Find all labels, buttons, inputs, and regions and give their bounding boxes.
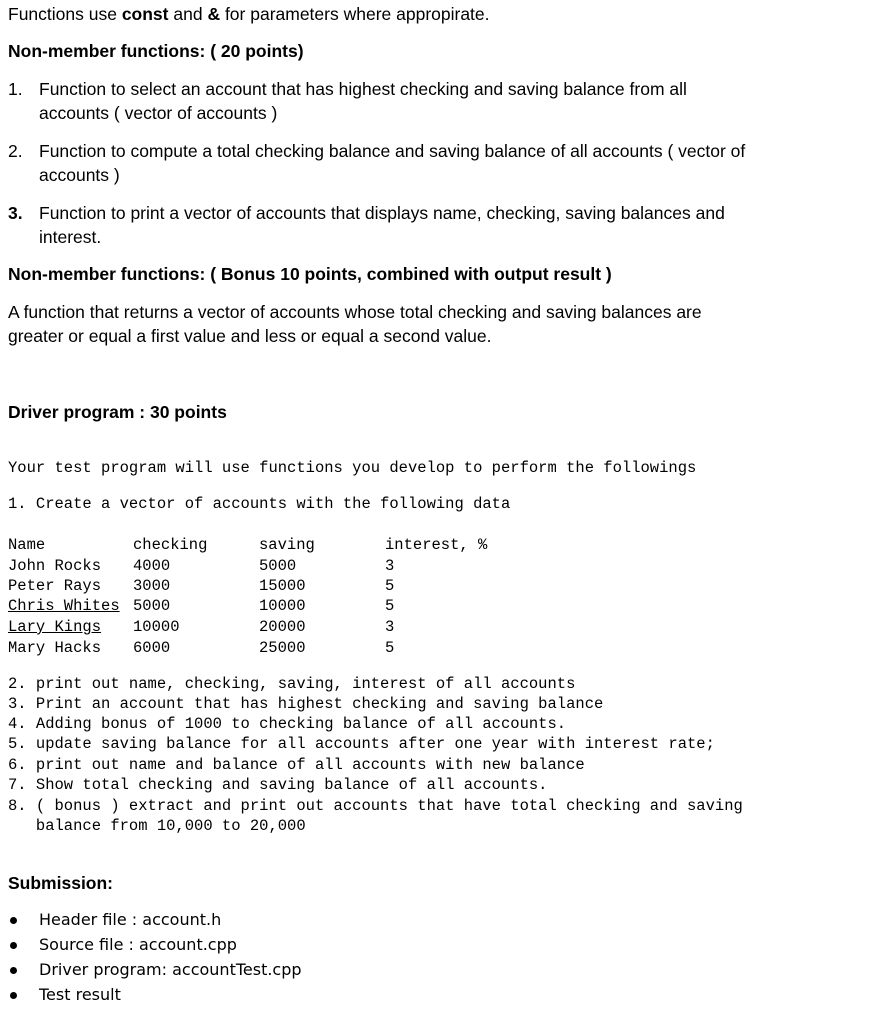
row-saving: 20000 [259, 618, 306, 636]
bonus-text-line2: greater or equal a first value and less or equal a second value. [8, 326, 492, 346]
driver-heading: Driver program : 30 points [8, 402, 227, 422]
driver-intro: Your test program will use functions you develop to perform the followings [8, 459, 697, 477]
item-number: 3. [8, 203, 23, 223]
bullet-icon [10, 967, 17, 974]
intro-text-1: Functions use [8, 4, 122, 24]
row-checking: 10000 [133, 618, 180, 636]
bullet-icon [10, 942, 17, 949]
col-header-checking: checking [133, 536, 208, 554]
driver-step: 6. print out name and balance of all accounts with new balance [8, 756, 585, 774]
row-saving: 25000 [259, 639, 306, 657]
item-number: 1. [8, 79, 23, 99]
row-saving: 15000 [259, 577, 306, 595]
row-interest: 5 [385, 639, 395, 657]
bonus-text-line1: A function that returns a vector of accounts whose total checking and saving balances are [8, 302, 702, 322]
row-name: Lary Kings [8, 618, 102, 636]
row-name: Chris Whites [8, 597, 120, 615]
col-header-name: Name [8, 536, 46, 554]
bonus-heading: Non-member functions: ( Bonus 10 points, combined with output result ) [8, 264, 612, 284]
item-text-line2: interest. [39, 227, 102, 247]
intro-text-3: for parameters where appropirate. [220, 4, 490, 24]
driver-step: 8. ( bonus ) extract and print out accounts that have total checking and saving [8, 797, 743, 815]
row-saving: 10000 [259, 597, 306, 615]
row-checking: 6000 [133, 639, 171, 657]
row-checking: 4000 [133, 557, 171, 575]
submission-item: Driver program: accountTest.cpp [39, 960, 302, 979]
row-name: Mary Hacks [8, 639, 102, 657]
row-checking: 5000 [133, 597, 171, 615]
row-name: Peter Rays [8, 577, 102, 595]
bullet-icon [10, 917, 17, 924]
row-interest: 5 [385, 597, 395, 615]
col-header-saving: saving [259, 536, 315, 554]
submission-item: Test result [39, 985, 121, 1004]
submission-heading: Submission: [8, 873, 114, 893]
row-interest: 5 [385, 577, 395, 595]
row-name: John Rocks [8, 557, 102, 575]
intro-line [8, 2, 490, 26]
nonmember-heading: Non-member functions: ( 20 points) [8, 41, 304, 61]
driver-step: 4. Adding bonus of 1000 to checking balance of all accounts. [8, 715, 567, 733]
driver-step: 2. print out name, checking, saving, interest of all accounts [8, 675, 576, 693]
row-checking: 3000 [133, 577, 171, 595]
driver-step: 7. Show total checking and saving balance of all accounts. [8, 776, 548, 794]
intro-text-2: and [168, 4, 208, 24]
intro-const: const [121, 4, 169, 24]
submission-item: Header file : account.h [39, 910, 222, 929]
driver-step-1: 1. Create a vector of accounts with the following data [8, 495, 511, 513]
item-text-line2: accounts ( vector of accounts ) [39, 103, 278, 123]
driver-step: 5. update saving balance for all accounts after one year with interest rate; [8, 735, 715, 753]
item-text-line1: Function to compute a total checking balance and saving balance of all accounts ( vector of [39, 141, 746, 161]
col-header-interest: interest, % [385, 536, 488, 554]
intro-ampersand: & [207, 4, 221, 24]
submission-item: Source file : account.cpp [39, 935, 237, 954]
driver-step: balance from 10,000 to 20,000 [8, 817, 306, 835]
bullet-icon [10, 992, 17, 999]
item-text-line1: Function to print a vector of accounts that displays name, checking, saving balances and [39, 203, 725, 223]
item-text-line1: Function to select an account that has highest checking and saving balance from all [39, 79, 687, 99]
row-interest: 3 [385, 618, 395, 636]
driver-step: 3. Print an account that has highest checking and saving balance [8, 695, 604, 713]
row-interest: 3 [385, 557, 395, 575]
item-text-line2: accounts ) [39, 165, 120, 185]
item-number: 2. [8, 141, 23, 161]
row-saving: 5000 [259, 557, 297, 575]
